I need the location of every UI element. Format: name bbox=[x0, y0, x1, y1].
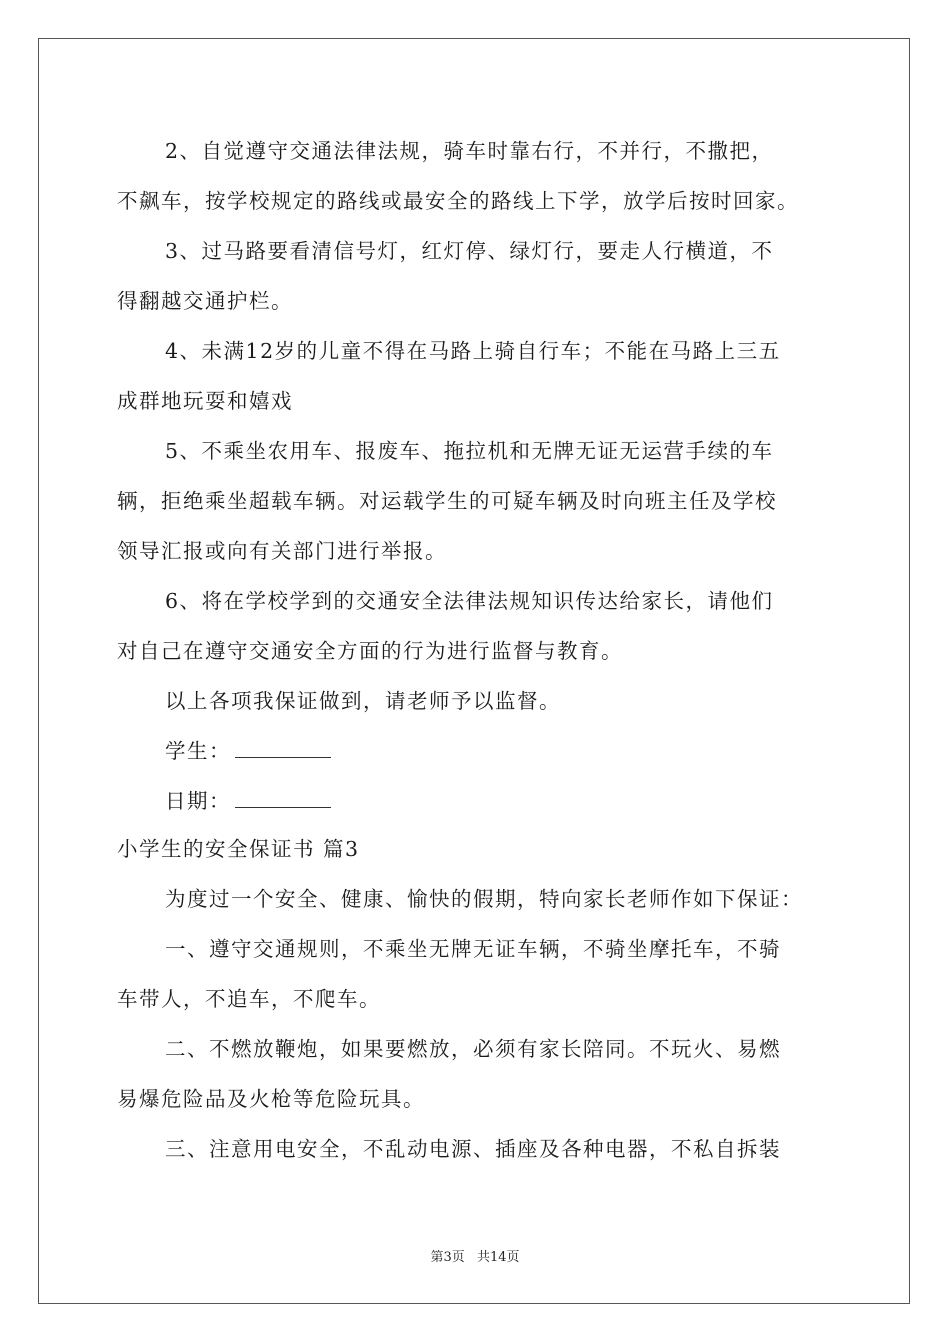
paragraph-line: 领导汇报或向有关部门进行举报。 bbox=[117, 539, 447, 563]
section-heading: 小学生的安全保证书 篇3 bbox=[117, 837, 360, 861]
paragraph-line: 一、遵守交通规则，不乘坐无牌无证车辆，不骑坐摩托车，不骑 bbox=[165, 937, 781, 961]
paragraph-line: 三、注意用电安全，不乱动电源、插座及各种电器，不私自拆装 bbox=[165, 1137, 781, 1161]
paragraph-line: 辆，拒绝乘坐超载车辆。对运载学生的可疑车辆及时向班主任及学校 bbox=[117, 489, 777, 513]
student-label: 学生： bbox=[165, 739, 231, 763]
page-footer bbox=[0, 1246, 950, 1265]
date-signature-row bbox=[165, 784, 331, 818]
paragraph-line: 3、过马路要看清信号灯，红灯停、绿灯行，要走人行横道，不 bbox=[165, 239, 774, 263]
paragraph-line: 易爆危险品及火枪等危险玩具。 bbox=[117, 1087, 425, 1111]
paragraph-line: 5、不乘坐农用车、报废车、拖拉机和无牌无证无运营手续的车 bbox=[165, 439, 774, 463]
date-label: 日期： bbox=[165, 789, 231, 813]
page-total: 共14页 bbox=[476, 1250, 520, 1265]
paragraph-line: 二、不燃放鞭炮，如果要燃放，必须有家长陪同。不玩火、易燃 bbox=[165, 1037, 781, 1061]
paragraph-line: 得翻越交通护栏。 bbox=[117, 289, 293, 313]
paragraph-line: 以上各项我保证做到，请老师予以监督。 bbox=[165, 689, 561, 713]
paragraph-line: 不飙车，按学校规定的路线或最安全的路线上下学，放学后按时回家。 bbox=[117, 189, 799, 213]
paragraph-line: 成群地玩耍和嬉戏 bbox=[117, 389, 293, 413]
page-number: 第3页 bbox=[430, 1250, 465, 1265]
student-signature-row bbox=[165, 734, 331, 768]
paragraph-line: 车带人，不追车，不爬车。 bbox=[117, 987, 381, 1011]
paragraph-line: 为度过一个安全、健康、愉快的假期，特向家长老师作如下保证： bbox=[165, 887, 803, 911]
paragraph-line: 4、未满12岁的儿童不得在马路上骑自行车；不能在马路上三五 bbox=[165, 339, 781, 363]
paragraph-line: 6、将在学校学到的交通安全法律法规知识传达给家长，请他们 bbox=[165, 589, 774, 613]
paragraph-line: 对自己在遵守交通安全方面的行为进行监督与教育。 bbox=[117, 639, 623, 663]
paragraph-line: 2、自觉遵守交通法律法规，骑车时靠右行，不并行，不撒把， bbox=[165, 139, 774, 163]
date-signature-line bbox=[235, 785, 331, 808]
student-signature-line bbox=[235, 735, 331, 758]
